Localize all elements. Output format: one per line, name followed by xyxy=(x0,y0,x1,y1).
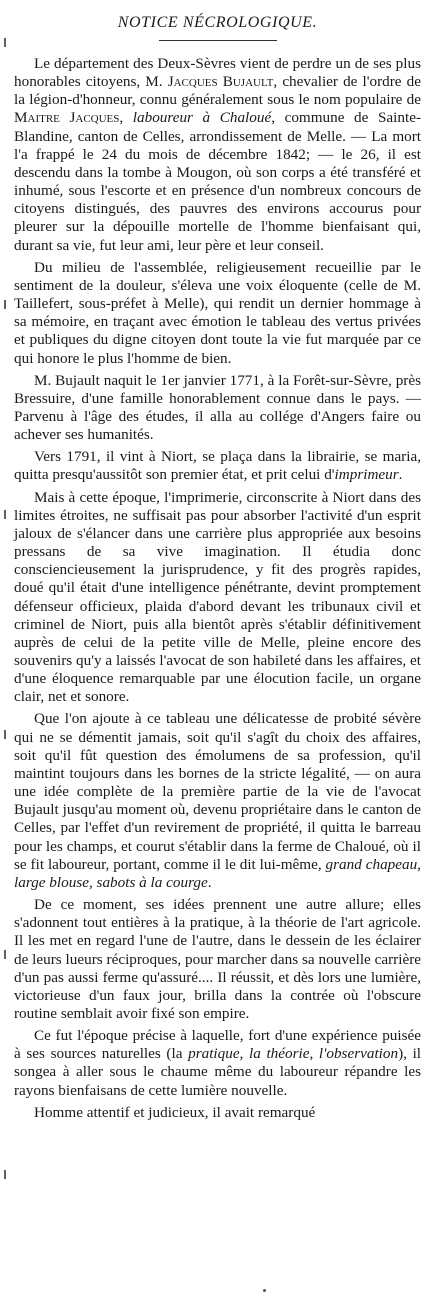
popular-name: Maitre Jacques xyxy=(14,109,120,127)
gutter-mark xyxy=(4,300,6,309)
paragraph-3: M. Bujault naquit le 1er janvier 1771, à la Forêt-sur-Sèvre, près Bressuire, d'une famille honorablement connue dans le pays. — Parvenu à l'âge des études, il alla au collége d'Angers faire ou achever ses humanités. xyxy=(14,371,421,444)
quote-text: grand chapeau, large blouse, sabots à la courge xyxy=(14,855,421,891)
method-text: pratique, la théorie, l'observation xyxy=(188,1045,399,1063)
paragraph-1: Le département des Deux-Sèvres vient de perdre un de ses plus honorables citoyens, M. Jacques Bujault, chevalier de l'ordre de la légion-d'honneur, connu généralement sous le nom populaire de Maitre Jacques, laboureur à Chaloué, commune de Sainte-Blandine, canton de Celles, arrondissement de Melle. — La mort l'a frappé le 24 du mois de décembre 1842; — le 26, il est descendu dans la tombe à Mougon, où son corps a été transféré et inhumé, sous l'escorte et en présence d'un nombreux concours de citoyens distingués, des pauvres des environs accourus pour pleurer sur la dépouille mortelle de l'homme bienfaisant qui, durant sa vie, fut leur ami, leur père et leur conseil. xyxy=(14,55,421,254)
paragraph-9: Homme attentif et judicieux, il avait remarqué xyxy=(34,1103,316,1121)
title-rule xyxy=(159,40,277,41)
person-name: Jacques Bujault xyxy=(167,73,274,91)
gutter-mark xyxy=(4,950,6,959)
paragraph-5: Mais à cette époque, l'imprimerie, circonscrite à Niort dans des limites étroites, ne suffisait pas pour absorber l'activité d'un esprit jaloux de s'élancer dans une carrière plus appropriée aux besoins pressans de sa vive imagination. Il étudia donc consciencieusement la jurisprudence, y fit des progrès rapides, doué qu'il était d'une intelligence pénétrante, devint promptement défenseur officieux, plaida d'abord devant les tribunaux civil et criminel de Niort, puis alla bientôt après s'établir définitivement auprès de celui de la petite ville de Melle, pleine encore des souvenirs qu'y a laissés l'avocat de son habileté dans les affaires, et d'une éloquence remarquable par une élocution facile, un organe clair, net et sonore. xyxy=(14,488,421,706)
notice-title: NOTICE NÉCROLOGIQUE. xyxy=(117,14,318,31)
role-text: laboureur à Chaloué xyxy=(132,109,272,127)
paragraph-6: Que l'on ajoute à ce tableau une délicatesse de probité sévère qui ne se démentit jamais, soit qu'il s'agît du choix des affaires, soit qu'il fût question des émolumens de sa profession, qu'il maintint toujours dans les bornes de la stricte légalité, — on aura une idée complète de la première partie de la vie de l'avocat Bujault jusqu'au moment où, devenu propriétaire dans le canton de Celles, par l'effet d'un revirement de propriété, il quitta le barreau pour les champs, et courut s'établir dans la ferme de Chaloué, où il se fit laboureur, portant, comme il le dit lui-même, grand chapeau, large blouse, sabots à la courge. xyxy=(14,710,421,891)
gutter-mark xyxy=(4,38,6,47)
scan-speck xyxy=(263,1289,266,1292)
profession-text: imprimeur xyxy=(334,466,399,484)
gutter-mark xyxy=(4,510,6,519)
paragraph-8: Ce fut l'époque précise à laquelle, fort d'une expérience puisée à ses sources naturelles (la pratique, la théorie, l'observation), il songea à aller sous le chaume même du laboureur répandre les rayons bienfaisans de cette lumière nouvelle. xyxy=(14,1027,422,1099)
paragraph-4: Vers 1791, il vint à Niort, se plaça dans la librairie, se maria, quitta presqu'aussitôt son premier état, et prit celui d'imprimeur. xyxy=(14,448,421,484)
paragraph-7: De ce moment, ses idées prennent une autre allure; elles s'adonnent tout entières à la pratique, à la théorie de l'art agricole. Il les met en regard l'une de l'autre, dans le dessein de les éclairer de leurs lueurs réciproques, pour marcher dans sa nouvelle carrière d'un pas aussi ferme qu'assuré.... Il réussit, et dès lors une lumière, victorieuse d'un faux jour, brilla dans la contrée où l'obscure routine semblait avoir fixé son empire. xyxy=(14,896,421,1022)
gutter-mark xyxy=(4,730,6,739)
paragraph-2: Du milieu de l'assemblée, religieusement recueillie par le sentiment de la douleur, s'éleva une voix éloquente (celle de M. Taillefert, sous-préfet à Melle), qui rendit un dernier hommage à sa mémoire, en traçant avec émotion le tableau des vertus privées et publiques du digne citoyen dont toute la vie fut marquée par ce qui honore le plus l'homme de bien. xyxy=(14,258,421,367)
gutter-mark xyxy=(4,1170,6,1179)
